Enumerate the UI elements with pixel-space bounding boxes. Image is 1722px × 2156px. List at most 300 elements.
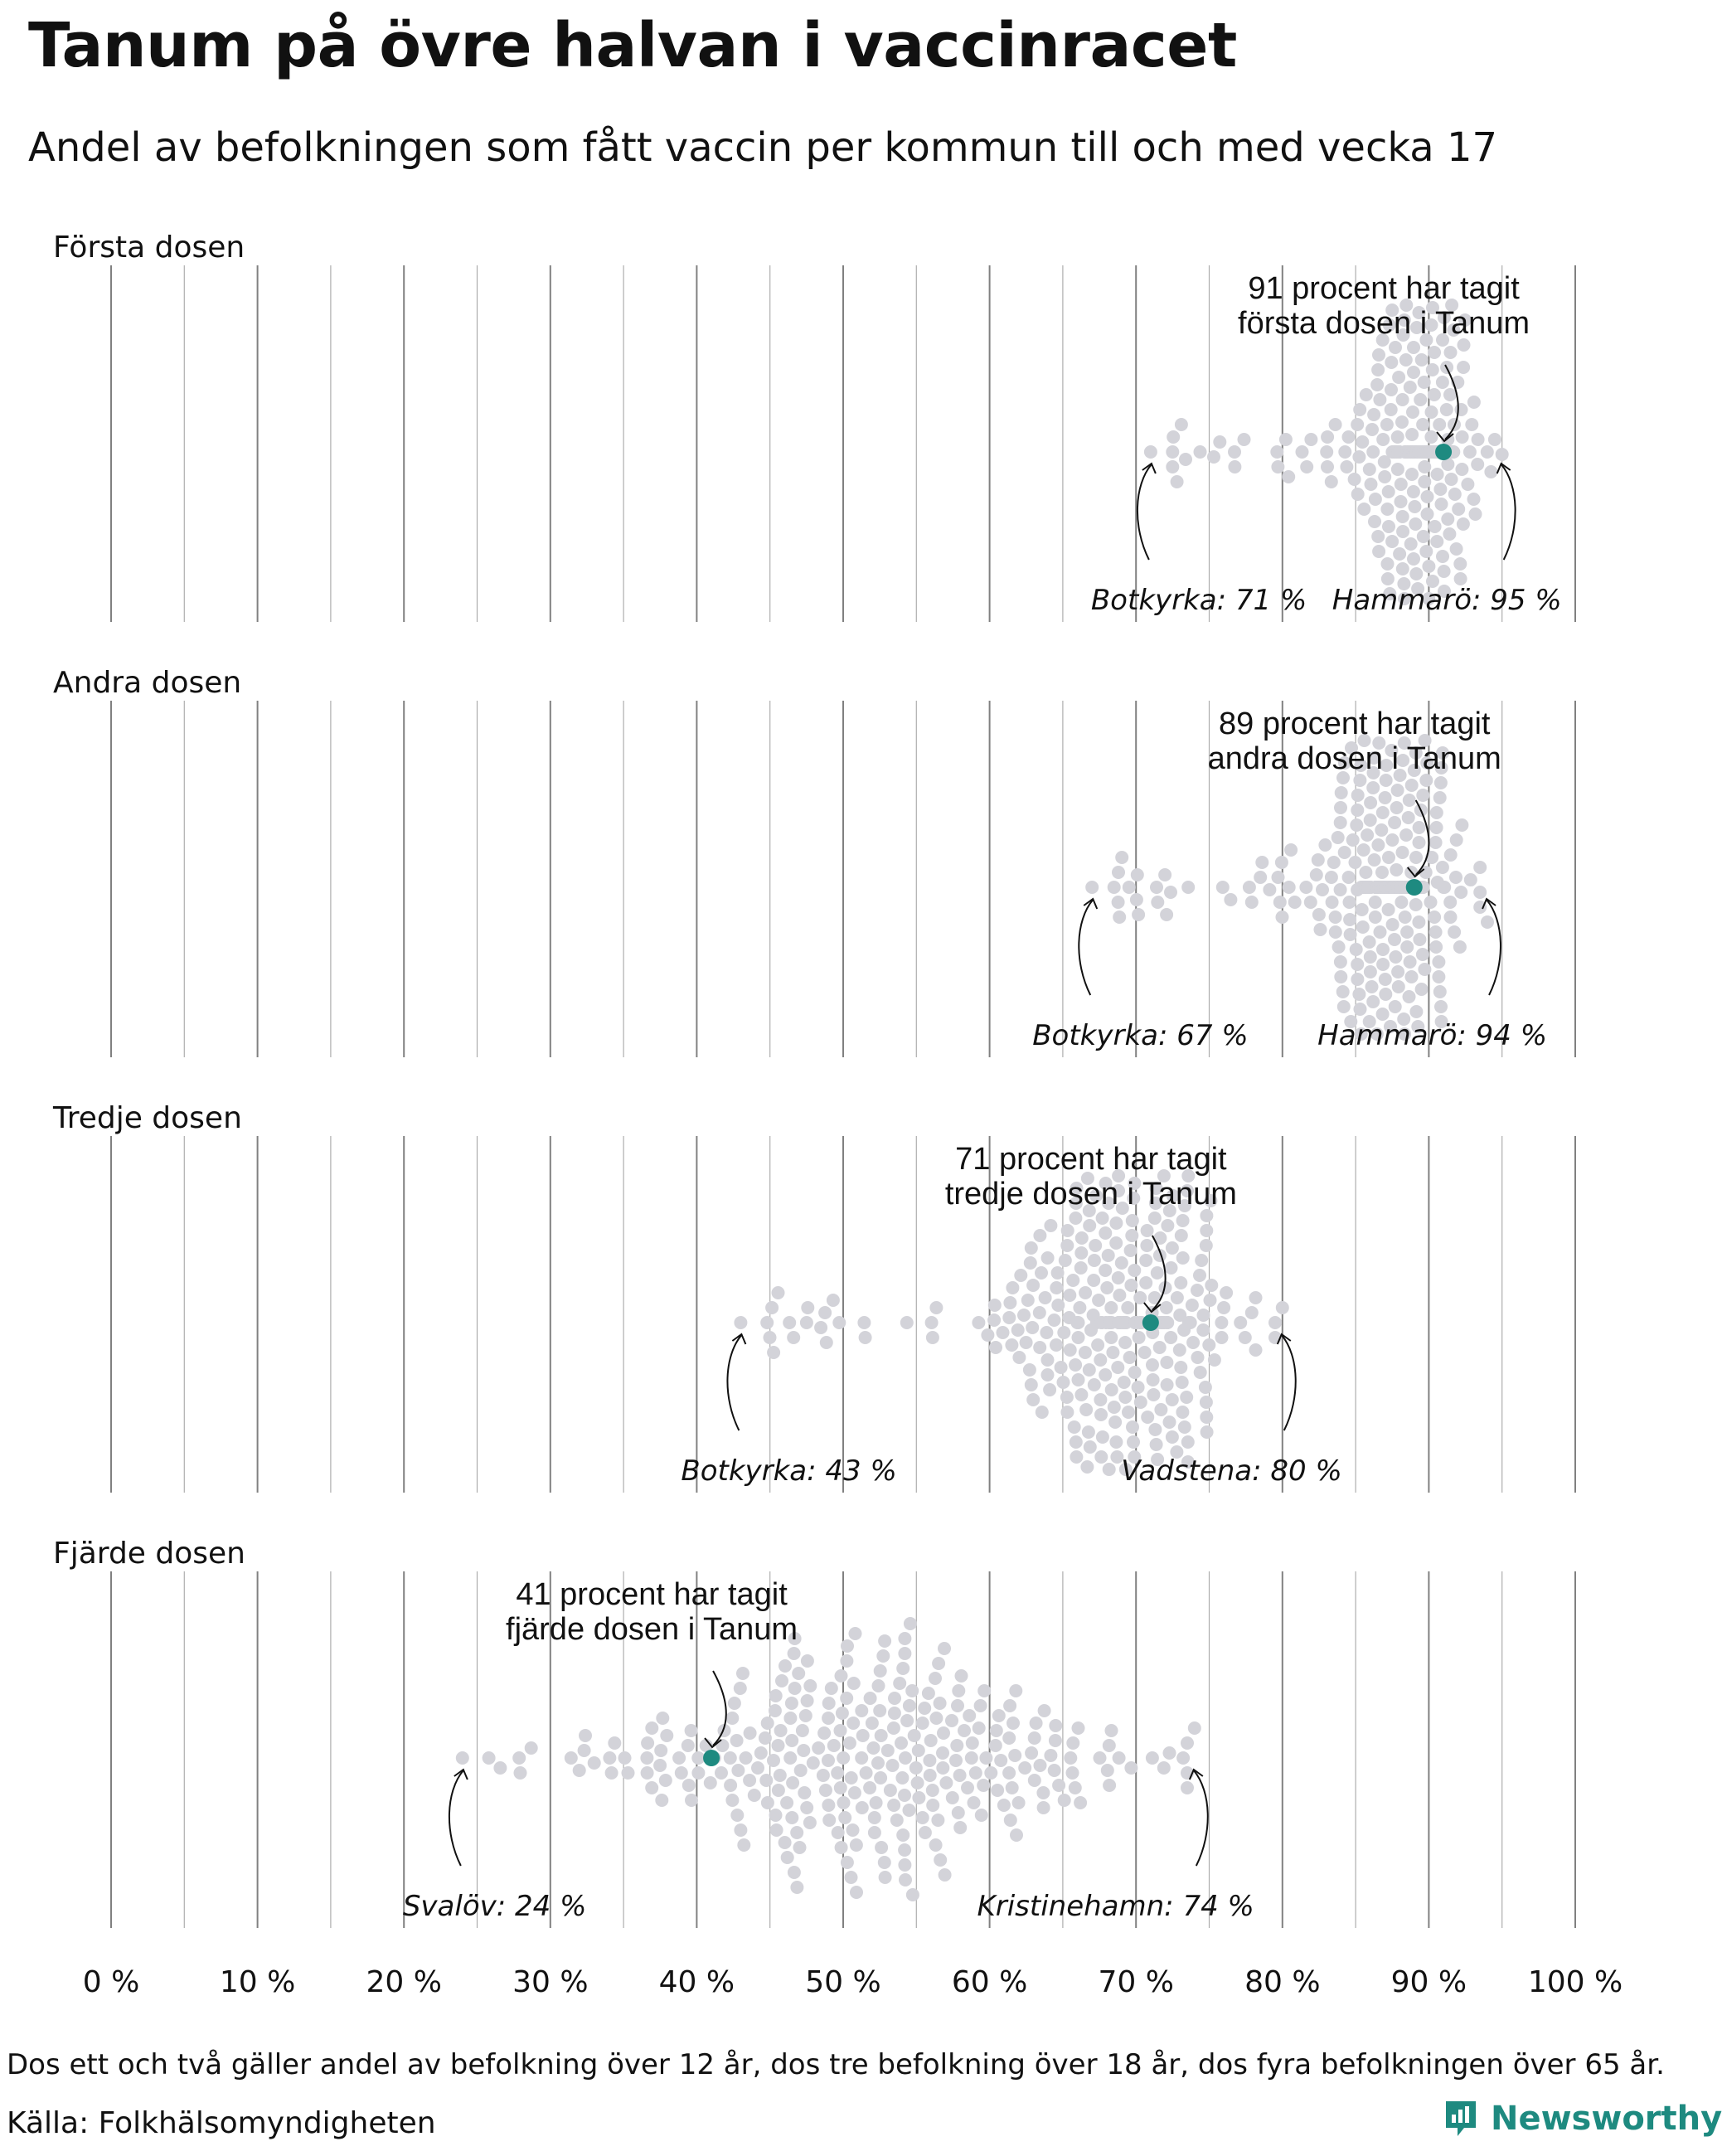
annotation-line: 89 procent har tagit [1219,707,1491,741]
municipality-dot [916,1811,929,1824]
municipality-dot [1146,1358,1159,1372]
municipality-dot [1406,405,1419,419]
municipality-dot [1052,1779,1065,1792]
municipality-dot [938,1642,951,1655]
municipality-dot [1351,488,1365,501]
municipality-dot [1186,1336,1200,1349]
municipality-dot [1350,818,1363,832]
municipality-dot [1122,1406,1135,1419]
municipality-dot [1217,1301,1230,1314]
municipality-dot [1096,1430,1109,1444]
municipality-dot [737,1838,750,1852]
municipality-dot [926,1799,939,1812]
municipality-dot [973,1721,986,1735]
municipality-dot [900,1714,914,1727]
source-credit: Källa: Folkhälsomyndigheten [7,2106,436,2140]
municipality-dot [1108,881,1121,894]
tanum-dot [1142,1314,1159,1331]
municipality-dot [1069,1781,1082,1794]
municipality-dot [1332,940,1346,954]
municipality-dot [1312,908,1326,921]
municipality-dot [1105,1724,1118,1737]
municipality-dot [977,1684,991,1697]
municipality-dot [1368,853,1381,867]
municipality-dot [838,1811,851,1824]
x-tick-label: 70 % [1098,1965,1174,1999]
municipality-dot [1102,1249,1115,1262]
municipality-dot [1472,433,1485,446]
municipality-dot [1465,418,1478,431]
municipality-dot [1132,1381,1145,1394]
municipality-dot [822,1712,835,1725]
municipality-dot [1381,557,1395,571]
municipality-dot [1366,995,1380,1008]
municipality-dot [1429,925,1443,939]
municipality-dot [1441,512,1454,526]
municipality-dot [1245,896,1259,909]
municipality-dot [772,1784,785,1797]
municipality-dot [734,1823,747,1837]
municipality-dot [1425,405,1438,419]
municipality-dot [715,1766,728,1780]
municipality-dot [1351,973,1364,986]
municipality-dot [1044,1749,1057,1762]
municipality-dot [1059,1254,1072,1267]
municipality-dot [1099,1264,1112,1277]
municipality-dot [1181,1435,1195,1449]
municipality-dot [1160,908,1173,921]
municipality-dot [1193,1269,1206,1282]
municipality-dot [1316,883,1329,896]
municipality-dot [1094,1353,1107,1367]
municipality-dot [1124,1244,1137,1257]
municipality-dot [1364,796,1377,809]
municipality-dot [924,1769,937,1782]
municipality-dot [918,1702,931,1715]
municipality-dot [1428,388,1441,401]
municipality-dot [1366,445,1380,459]
municipality-dot [1318,838,1332,852]
municipality-dot [835,1669,848,1683]
municipality-dot [1444,910,1458,924]
municipality-dot [886,1759,900,1772]
municipality-dot [984,1766,997,1780]
municipality-dot [1103,1739,1116,1752]
municipality-dot [1376,433,1390,446]
municipality-dot [910,1761,923,1775]
municipality-dot [963,1709,976,1722]
municipality-dot [1455,463,1468,476]
municipality-dot [1010,1828,1023,1842]
municipality-dot [1161,1378,1174,1391]
municipality-dot [1066,1766,1079,1780]
annotation-line: tredje dosen i Tanum [944,1177,1237,1212]
municipality-dot [1191,1351,1205,1364]
municipality-dot [893,1677,906,1690]
municipality-dot [740,1751,753,1765]
municipality-dot [1074,1796,1087,1809]
municipality-dot [1157,1761,1171,1775]
municipality-dot [1058,1794,1071,1807]
municipality-dot [888,1692,901,1705]
tanum-annotation-text [506,1577,798,1647]
municipality-dot [1417,530,1430,543]
min-label: Botkyrka: 71 % [1090,584,1307,617]
municipality-dot [1083,1219,1096,1232]
municipality-dot [761,1717,774,1730]
municipality-dot [1396,510,1409,523]
municipality-dot [1111,1361,1124,1374]
municipality-dot [916,1717,929,1730]
municipality-dot [1061,1224,1074,1237]
municipality-dot [1376,806,1390,819]
municipality-dot [783,1712,797,1725]
municipality-dot [1006,1281,1019,1294]
municipality-dot [1382,485,1395,498]
callout-arrow [1194,1770,1208,1866]
municipality-dot [1148,1423,1162,1436]
municipality-dot [1471,458,1484,471]
municipality-dot [900,1316,914,1329]
municipality-dot [1361,828,1374,842]
municipality-dot [1445,473,1458,486]
municipality-dot [1002,1731,1016,1745]
municipality-dot [760,1316,774,1329]
municipality-dot [1448,418,1461,431]
max-label: Hammarö: 95 % [1332,584,1562,617]
municipality-dot [759,1731,772,1745]
municipality-dot [1051,1266,1065,1280]
municipality-dot [608,1736,621,1750]
municipality-dot [1296,445,1309,459]
municipality-dot [1438,881,1451,894]
municipality-dot [972,1316,985,1329]
municipality-dot [1082,1425,1095,1439]
municipality-dot [1329,418,1342,431]
municipality-dot [1382,851,1395,864]
municipality-dot [645,1781,658,1794]
municipality-dot [1021,1294,1035,1307]
municipality-dot [961,1781,974,1794]
municipality-dot [912,1791,925,1804]
newsworthy-logo [1443,2098,1722,2139]
municipality-dot [1014,1269,1027,1282]
municipality-dot [1342,871,1356,884]
municipality-dot [725,1712,739,1725]
municipality-dot [456,1751,469,1765]
municipality-dot [953,1769,967,1782]
municipality-dot [1113,910,1126,924]
municipality-dot [840,1654,853,1668]
municipality-dot [1407,552,1420,566]
municipality-dot [1072,1316,1085,1329]
municipality-dot [1160,1356,1173,1369]
municipality-dot [1336,985,1350,998]
municipality-dot [800,1801,813,1814]
municipality-dot [1436,550,1449,563]
municipality-dot [848,1786,861,1799]
municipality-dot [1436,376,1449,389]
municipality-dot [724,1779,737,1792]
municipality-dot [946,1791,959,1804]
tanum-annotation-text [1208,707,1501,776]
municipality-dot [1376,958,1390,971]
municipality-dot [1220,1286,1233,1299]
municipality-dot [1310,868,1323,881]
municipality-dot [1174,1276,1187,1289]
municipality-dot [1018,1761,1031,1775]
municipality-dot [1151,1266,1164,1280]
panel-3 [52,1101,1575,1493]
municipality-dot [770,1823,783,1837]
municipality-dot [1369,910,1382,924]
municipality-dot [1450,542,1463,556]
municipality-dot [887,1721,900,1735]
municipality-dot [1408,500,1421,513]
municipality-dot [958,1724,971,1737]
municipality-dot [1424,430,1438,444]
municipality-dot [1432,955,1445,969]
municipality-dot [1009,1684,1022,1697]
municipality-dot [1069,1358,1082,1372]
municipality-dot [1379,791,1392,804]
dot-series [1085,734,1494,1041]
municipality-dot [1421,490,1434,503]
municipality-dot [1070,1435,1083,1449]
municipality-dot [840,1692,853,1705]
municipality-dot [1273,896,1287,909]
municipality-dot [822,1754,835,1767]
municipality-dot [870,1796,883,1809]
x-tick-label: 50 % [805,1965,881,1999]
municipality-dot [1066,1736,1079,1750]
municipality-dot [1124,1279,1137,1292]
municipality-dot [1356,920,1370,934]
municipality-dot [988,1299,1002,1312]
municipality-dot [1385,535,1399,548]
municipality-dot [1060,1239,1074,1252]
municipality-dot [867,1741,880,1755]
municipality-dot [1288,896,1302,909]
municipality-dot [951,1699,964,1712]
municipality-dot [1207,450,1220,464]
panel-2 [53,666,1575,1057]
municipality-dot [1327,856,1341,869]
municipality-dot [975,1809,988,1822]
municipality-dot [974,1699,987,1712]
municipality-dot [1382,903,1395,916]
municipality-dot [850,1886,863,1899]
municipality-dot [1405,779,1419,792]
municipality-dot [859,1331,872,1344]
municipality-dot [1092,1294,1105,1307]
municipality-dot [767,1754,780,1767]
municipality-dot [1025,1241,1038,1255]
municipality-dot [1049,1719,1062,1732]
municipality-dot [1379,973,1392,986]
municipality-dot [953,1821,967,1834]
municipality-dot [849,1627,862,1640]
municipality-dot [1440,403,1453,416]
municipality-dot [1473,886,1487,899]
municipality-dot [769,1809,783,1822]
municipality-dot [1184,1316,1197,1329]
municipality-dot [1453,557,1467,571]
municipality-dot [1352,450,1365,464]
panel-label: Andra dosen [53,666,242,700]
max-callout [977,1770,1254,1923]
municipality-dot [1453,940,1467,954]
municipality-dot [774,1769,787,1782]
municipality-dot [1006,1781,1019,1794]
municipality-dot [1389,1000,1402,1013]
municipality-dot [822,1799,835,1812]
municipality-dot [1103,1779,1116,1792]
municipality-dot [730,1734,744,1747]
municipality-dot [1396,846,1409,859]
municipality-dot [1153,1341,1167,1354]
municipality-dot [725,1794,739,1807]
municipality-dot [1364,950,1377,964]
municipality-dot [1161,1219,1174,1232]
municipality-dot [817,1726,831,1740]
footer-note: Dos ett och två gäller andel av befolkning över 12 år, dos tre befolkning över 18 år, dos fyra befolkningen över 65 år. [7,2048,1665,2081]
municipality-dot [845,1771,858,1785]
municipality-dot [836,1707,849,1720]
municipality-dot [1036,1786,1050,1799]
municipality-dot [764,1331,777,1344]
municipality-dot [1079,1346,1092,1359]
municipality-dot [952,1684,965,1697]
municipality-dot [780,1796,793,1809]
municipality-dot [641,1766,654,1780]
municipality-dot [588,1756,601,1770]
municipality-dot [1335,786,1348,799]
municipality-dot [1396,393,1409,406]
municipality-dot [912,1744,925,1757]
municipality-dot [1036,1406,1049,1419]
municipality-dot [863,1781,876,1794]
municipality-dot [1467,396,1481,409]
municipality-dot [1372,348,1385,362]
municipality-dot [799,1709,812,1722]
municipality-dot [682,1739,695,1752]
municipality-dot [1060,1406,1074,1419]
municipality-dot [906,1888,919,1901]
municipality-dot [1416,789,1429,802]
municipality-dot [1444,346,1458,359]
municipality-dot [1228,460,1241,473]
municipality-dot [682,1779,696,1792]
municipality-dot [856,1729,870,1742]
municipality-dot [1048,1314,1061,1327]
municipality-dot [1079,1286,1092,1299]
municipality-dot [641,1736,654,1750]
dot-series [456,1617,1201,1901]
municipality-dot [1004,1814,1017,1827]
municipality-dot [1407,341,1420,354]
municipality-dot [1473,861,1487,874]
municipality-dot [831,1766,844,1780]
municipality-dot [1249,1291,1263,1304]
municipality-dot [950,1739,963,1752]
municipality-dot [1238,433,1251,446]
municipality-dot [493,1761,507,1775]
municipality-dot [1064,1343,1077,1357]
municipality-dot [743,1774,756,1787]
municipality-dot [898,1632,911,1645]
municipality-dot [1166,460,1179,473]
municipality-dot [1418,460,1431,473]
municipality-dot [1005,1338,1018,1352]
municipality-dot [1147,1373,1160,1386]
municipality-dot [1412,915,1425,929]
municipality-dot [1051,1299,1065,1312]
municipality-dot [1118,1376,1131,1389]
municipality-dot [1369,896,1382,909]
municipality-dot [483,1751,496,1765]
municipality-dot [1304,433,1317,446]
municipality-dot [855,1704,868,1717]
municipality-dot [1392,980,1405,993]
municipality-dot [1094,1393,1107,1406]
municipality-dot [1371,530,1385,543]
municipality-dot [866,1717,879,1730]
annotation-line: 91 procent har tagit [1248,271,1520,306]
municipality-dot [1321,460,1334,473]
municipality-dot [1123,1351,1137,1364]
municipality-dot [1467,493,1481,506]
municipality-dot [1455,403,1468,416]
municipality-dot [785,1734,798,1747]
municipality-dot [573,1764,586,1777]
municipality-dot [1448,925,1461,939]
municipality-dot [783,1751,797,1765]
x-tick-label: 40 % [658,1965,735,1999]
municipality-dot [1133,1331,1146,1344]
municipality-dot [788,1647,801,1660]
municipality-dot [1438,565,1451,578]
municipality-dot [879,1871,892,1884]
municipality-dot [1415,983,1429,996]
municipality-dot [820,1336,833,1349]
min-callout [1091,464,1307,617]
municipality-dot [1351,958,1364,971]
callout-arrow [1501,464,1516,560]
municipality-dot [1094,1751,1107,1765]
municipality-dot [1026,1321,1039,1334]
municipality-dot [968,1796,981,1809]
municipality-dot [1063,1289,1076,1302]
municipality-dot [1115,851,1128,864]
municipality-dot [1433,791,1447,804]
municipality-dot [1424,896,1438,909]
municipality-dot [1357,503,1370,516]
municipality-dot [1385,403,1398,416]
annotation-line: första dosen i Tanum [1238,306,1530,341]
municipality-dot [1382,520,1395,533]
municipality-dot [1392,371,1405,384]
municipality-dot [1404,537,1418,551]
municipality-dot [1148,1212,1162,1225]
municipality-dot [801,1654,814,1668]
municipality-dot [1035,1266,1048,1280]
municipality-dot [841,1856,854,1869]
municipality-dot [1039,1291,1052,1304]
municipality-dot [1481,445,1494,459]
municipality-dot [659,1774,672,1787]
municipality-dot [1179,453,1192,466]
